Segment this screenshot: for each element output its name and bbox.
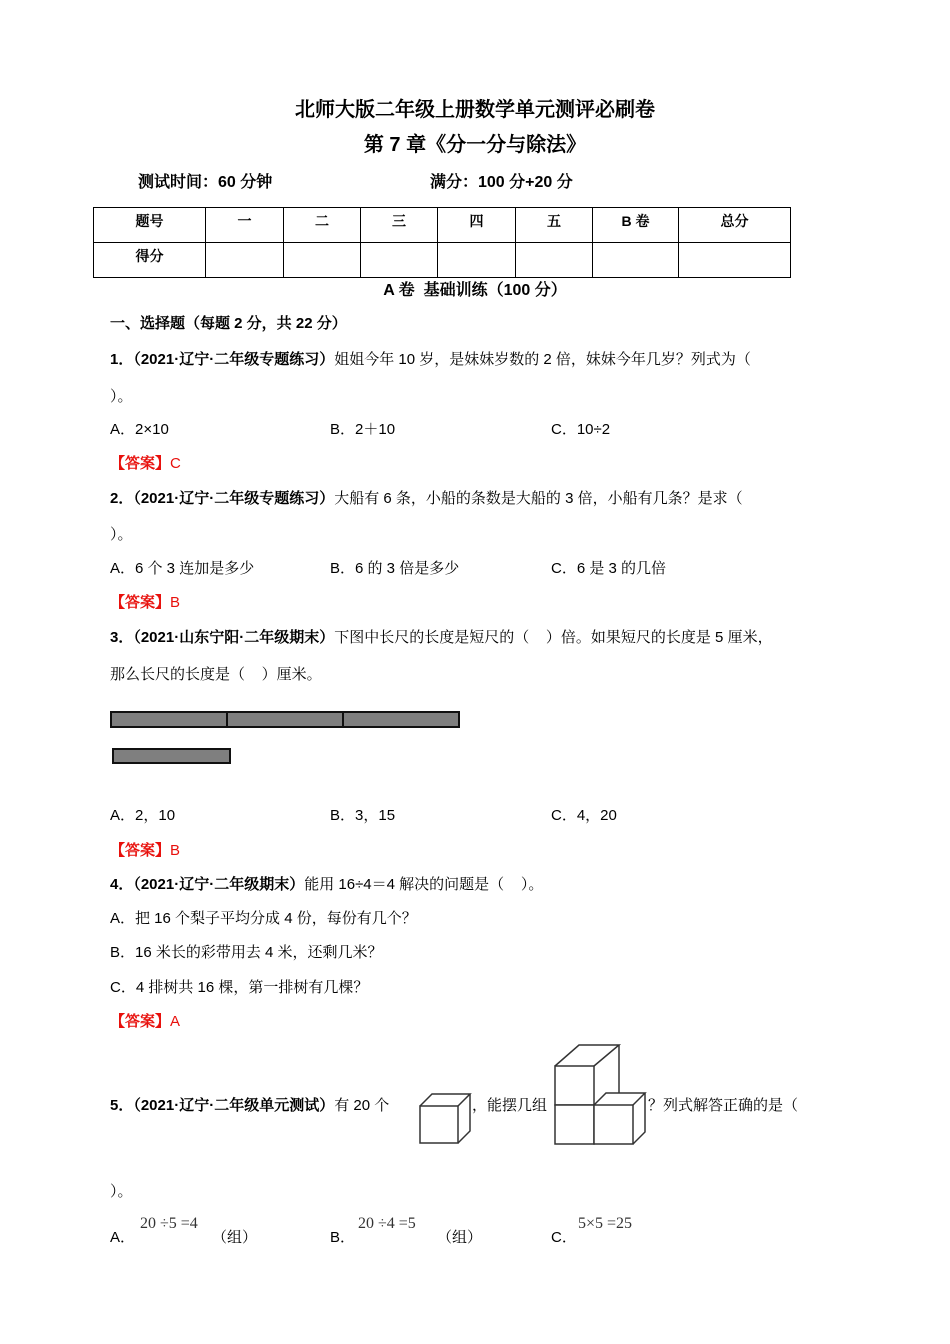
score-row-label: 得分 <box>94 243 206 278</box>
question-1-stem-continued: ）。 <box>110 388 133 405</box>
question-text: 能用 16÷4＝4 解决的问题是（ ）。 <box>304 876 544 893</box>
score-cell <box>516 243 593 278</box>
score-table-header: B 卷 <box>593 208 679 243</box>
question-text: 大船有 6 条，小船的条数是大船的 3 倍，小船有几条？是求（ <box>334 490 743 507</box>
answer-label: 【答案】 <box>110 1013 171 1030</box>
question-text: 姐姐今年 10 岁，是妹妹岁数的 2 倍，妹妹今年几岁？列式为（ <box>334 351 751 368</box>
question-number: 5． <box>110 1097 134 1114</box>
answer-value: A <box>170 1013 181 1030</box>
answer-label: 【答案】 <box>110 842 171 859</box>
question-number: 3． <box>110 629 134 646</box>
score-table-header: 题号 <box>94 208 206 243</box>
question-1-option-c: C．10÷2 <box>551 421 611 438</box>
answer-value: B <box>170 594 181 611</box>
score-cell <box>593 243 679 278</box>
question-5-stem-end: ？列式解答正确的是（ <box>648 1097 799 1114</box>
score-table-header-row <box>94 208 791 243</box>
question-5-stem-middle: ，能摆几组 <box>472 1097 548 1114</box>
question-3-option-a: A．2，10 <box>110 807 176 824</box>
question-5-option-a-formula: 20 ÷5 =4 <box>140 1215 198 1232</box>
question-source: （2021·山东宁阳·二年级期末） <box>133 629 335 646</box>
question-1-option-a: A．2×10 <box>110 421 169 438</box>
question-1-stem <box>110 350 751 370</box>
question-source: （2021·辽宁·二年级单元测试） <box>133 1097 335 1114</box>
question-2-option-a: A．6 个 3 连加是多少 <box>110 560 255 577</box>
question-1-option-b: B．2＋10 <box>330 421 396 438</box>
short-ruler <box>112 748 231 764</box>
score-cell <box>361 243 438 278</box>
question-3-option-b: B．3，15 <box>330 807 396 824</box>
question-5-option-a-label: A． <box>110 1229 136 1246</box>
long-ruler <box>110 711 458 728</box>
score-cell <box>679 243 791 278</box>
score-cell <box>206 243 284 278</box>
question-number: 1． <box>110 351 134 368</box>
question-5-option-b-label: B． <box>330 1229 356 1246</box>
question-5-stem-continued: ）。 <box>110 1183 133 1200</box>
question-2-option-b: B．6 的 3 倍是多少 <box>330 560 460 577</box>
question-source: （2021·辽宁·二年级期末） <box>133 876 305 893</box>
question-text: 有 20 个 <box>334 1097 390 1114</box>
answer-value: C <box>170 455 181 472</box>
question-4-option-b: B．16 米长的彩带用去 4 米，还剩几米？ <box>110 944 383 961</box>
question-5-option-b-formula: 20 ÷4 =5 <box>358 1215 416 1232</box>
score-cell <box>284 243 361 278</box>
score-table-header: 总分 <box>679 208 791 243</box>
question-source: （2021·辽宁·二年级专题练习） <box>133 351 335 368</box>
question-5-option-c-label: C． <box>551 1229 577 1246</box>
single-cube-icon <box>418 1092 472 1145</box>
score-table <box>93 207 791 278</box>
ruler-segment <box>342 711 460 728</box>
test-time: 测试时间：60 分钟 <box>138 174 273 191</box>
question-1-answer <box>110 454 181 474</box>
section-title: A 卷 基础训练（100 分） <box>383 282 567 299</box>
score-table-header: 二 <box>284 208 361 243</box>
question-number: 2． <box>110 490 134 507</box>
document-title: 北师大版二年级上册数学单元测评必刷卷 <box>295 99 655 121</box>
answer-label: 【答案】 <box>110 594 171 611</box>
question-2-stem <box>110 489 743 509</box>
question-3-answer <box>110 841 180 861</box>
score-table-score-row <box>94 243 791 278</box>
score-table-header: 五 <box>516 208 593 243</box>
score-table-header: 四 <box>438 208 516 243</box>
question-5-option-b-unit: （组） <box>437 1230 483 1246</box>
part-title: 一、选择题（每题 2 分，共 22 分） <box>110 315 347 332</box>
question-4-option-c: C．4 排树共 16 棵，第一排树有几棵？ <box>110 979 369 996</box>
question-2-stem-continued: ）。 <box>110 526 133 543</box>
question-2-option-c: C．6 是 3 的几倍 <box>551 560 667 577</box>
question-5-option-c-formula: 5×5 =25 <box>578 1215 633 1232</box>
chapter-title: 第 7 章《分一分与除法》 <box>363 134 587 156</box>
question-2-answer <box>110 593 180 613</box>
question-5-stem <box>110 1096 389 1116</box>
score-table-header: 三 <box>361 208 438 243</box>
ruler-segment <box>110 711 228 728</box>
question-number: 4． <box>110 876 134 893</box>
question-4-option-a: A．把 16 个梨子平均分成 4 份，每份有几个？ <box>110 910 417 927</box>
answer-label: 【答案】 <box>110 455 171 472</box>
ruler-segment <box>112 748 231 764</box>
score-table-header: 一 <box>206 208 284 243</box>
question-3-option-c: C．4，20 <box>551 807 617 824</box>
question-5-option-a-unit: （组） <box>212 1230 258 1246</box>
ruler-segment <box>226 711 344 728</box>
question-4-answer <box>110 1012 180 1032</box>
question-3-stem <box>110 628 773 648</box>
full-score: 满分：100 分+20 分 <box>430 174 573 191</box>
score-cell <box>438 243 516 278</box>
question-source: （2021·辽宁·二年级专题练习） <box>133 490 335 507</box>
answer-value: B <box>170 842 181 859</box>
question-4-stem <box>110 875 543 895</box>
cube-group-icon <box>553 1043 649 1147</box>
question-text: 下图中长尺的长度是短尺的（ ）倍。如果短尺的长度是 5 厘米， <box>334 629 773 646</box>
question-3-stem-continued: 那么长尺的长度是（ ）厘米。 <box>110 666 322 683</box>
